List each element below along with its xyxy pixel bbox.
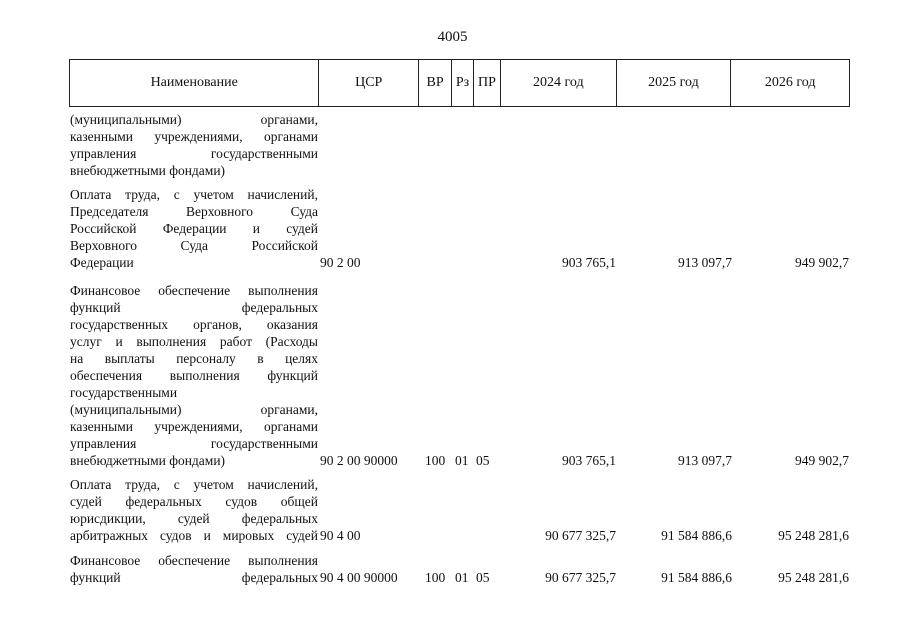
row-description: [70, 186, 318, 271]
description-line: казенными учреждениями, органами: [70, 129, 318, 144]
header-2024: 2024 год: [501, 60, 617, 106]
row-2025: 913 097,7: [678, 255, 732, 270]
row-pr: 05: [476, 453, 490, 468]
description-line: управления государственными: [70, 146, 318, 161]
description-line: Оплата труда, с учетом начислений,: [70, 477, 318, 492]
row-2026: 95 248 281,6: [778, 570, 849, 585]
description-line: функций федеральных: [70, 570, 318, 585]
description-line: (муниципальными) органами,: [70, 402, 318, 417]
row-description: [70, 282, 318, 469]
header-name: Наименование: [70, 60, 319, 106]
description-line: казенными учреждениями, органами: [70, 419, 318, 434]
description-line: обеспечения выполнения функций: [70, 368, 318, 383]
row-rz: 01: [455, 453, 469, 468]
row-csr: 90 2 00 90000: [320, 453, 398, 468]
row-2024: 90 677 325,7: [545, 528, 616, 543]
header-2025: 2025 год: [617, 60, 732, 106]
description-line: государственных органов, оказания: [70, 317, 318, 332]
description-line: государственными: [70, 385, 178, 400]
description-line: Верховного Суда Российской: [70, 238, 318, 253]
row-description: [70, 552, 318, 586]
description-line: судей федеральных судов общей: [70, 494, 318, 509]
description-line: функций федеральных: [70, 300, 318, 315]
table-header: [69, 59, 850, 107]
row-2024: 90 677 325,7: [545, 570, 616, 585]
row-2024: 903 765,1: [562, 255, 616, 270]
description-line: внебюджетными фондами): [70, 453, 226, 468]
description-line: на выплаты персоналу в целях: [70, 351, 318, 366]
row-2026: 95 248 281,6: [778, 528, 849, 543]
row-2025: 91 584 886,6: [661, 528, 732, 543]
description-line: Оплата труда, с учетом начислений,: [70, 187, 318, 202]
row-description: [70, 111, 318, 179]
description-line: арбитражных судов и мировых судей: [70, 528, 318, 543]
header-vr: ВР: [419, 60, 452, 106]
description-line: Российской Федерации и судей: [70, 221, 318, 236]
row-rz: 01: [455, 570, 469, 585]
header-pr: ПР: [474, 60, 501, 106]
description-line: юрисдикции, судей федеральных: [70, 511, 318, 526]
row-2025: 913 097,7: [678, 453, 732, 468]
row-2025: 91 584 886,6: [661, 570, 732, 585]
row-csr: 90 4 00: [320, 528, 361, 543]
description-line: управления государственными: [70, 436, 318, 451]
header-rz: Рз: [452, 60, 474, 106]
description-line: Председателя Верховного Суда: [70, 204, 318, 219]
description-line: Федерации: [70, 255, 134, 270]
row-csr: 90 2 00: [320, 255, 361, 270]
header-csr: ЦСР: [319, 60, 419, 106]
description-line: Финансовое обеспечение выполнения: [70, 553, 318, 568]
row-description: [70, 476, 318, 544]
page-number: 4005: [437, 29, 468, 45]
row-csr: 90 4 00 90000: [320, 570, 398, 585]
description-line: внебюджетными фондами): [70, 163, 226, 178]
description-line: Финансовое обеспечение выполнения: [70, 283, 318, 298]
row-vr: 100: [425, 453, 446, 468]
header-2026: 2026 год: [764, 75, 816, 90]
row-2026: 949 902,7: [795, 255, 849, 270]
row-pr: 05: [476, 570, 490, 585]
row-2026: 949 902,7: [795, 453, 849, 468]
description-line: услуг и выполнения работ (Расходы: [70, 334, 318, 349]
row-vr: 100: [425, 570, 446, 585]
description-line: (муниципальными) органами,: [70, 112, 318, 127]
row-2024: 903 765,1: [562, 453, 616, 468]
